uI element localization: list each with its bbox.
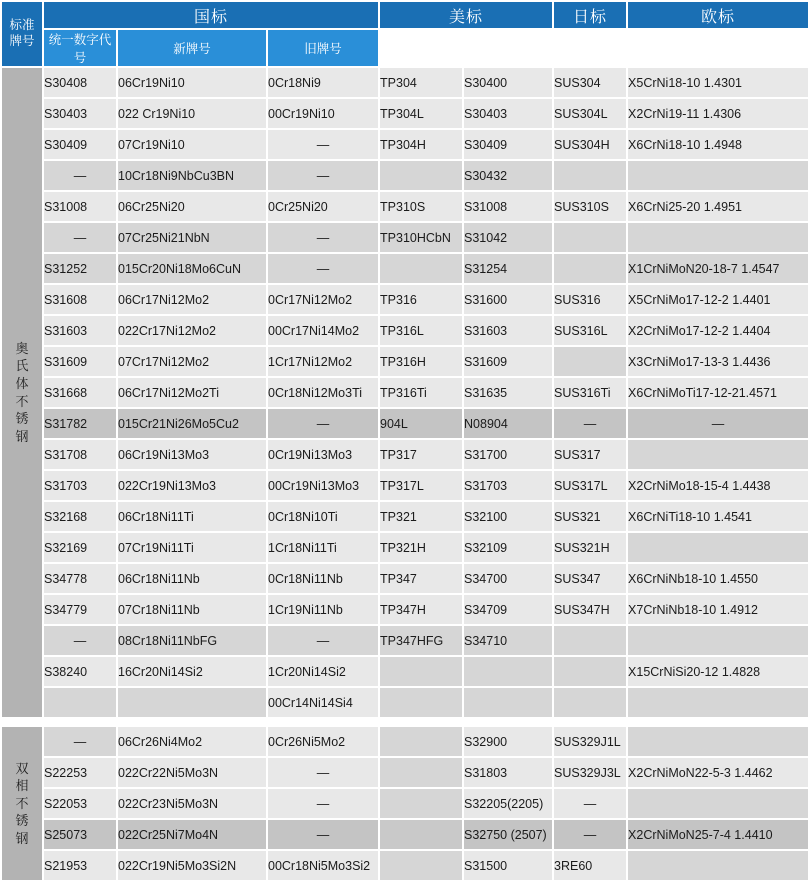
cell: S22253: [44, 758, 116, 787]
cell: [554, 161, 626, 190]
cell: S34710: [464, 626, 552, 655]
cell: X2CrNiMoN22-5-3 1.4462: [628, 758, 808, 787]
cell: S21953: [44, 851, 116, 880]
cell: S31603: [44, 316, 116, 345]
cell: S31803: [464, 758, 552, 787]
cell: S34779: [44, 595, 116, 624]
cell: [628, 727, 808, 756]
cell: S31703: [464, 471, 552, 500]
table-row: [2, 851, 808, 880]
cell: [380, 254, 462, 283]
header-sub-old-grade: 旧牌号: [268, 30, 378, 66]
cell: 0Cr25Ni20: [268, 192, 378, 221]
cell: X6CrNiMoTi17-12-21.4571: [628, 378, 808, 407]
cell: S31635: [464, 378, 552, 407]
cell: S32109: [464, 533, 552, 562]
cell: TP321: [380, 502, 462, 531]
cell: X6CrNiNb18-10 1.4550: [628, 564, 808, 593]
header-sub-new-grade: 新牌号: [118, 30, 266, 66]
cell: —: [268, 130, 378, 159]
cell: 06Cr26Ni4Mo2: [118, 727, 266, 756]
cell: TP316L: [380, 316, 462, 345]
cell: 06Cr25Ni20: [118, 192, 266, 221]
cell: S38240: [44, 657, 116, 686]
cell: [380, 820, 462, 849]
cell: TP347: [380, 564, 462, 593]
cell: TP304L: [380, 99, 462, 128]
cell: SUS329J3L: [554, 758, 626, 787]
cell: 06Cr17Ni12Mo2Ti: [118, 378, 266, 407]
header-corner-line2: 牌号: [9, 34, 35, 48]
cell: X1CrNiMoN20-18-7 1.4547: [628, 254, 808, 283]
table-row: [2, 789, 808, 818]
cell: 0Cr19Ni13Mo3: [268, 440, 378, 469]
cell: SUS329J1L: [554, 727, 626, 756]
cell: [380, 789, 462, 818]
cell: [554, 626, 626, 655]
category-austenitic-char-5: 钢: [15, 428, 29, 444]
cell: 0Cr17Ni12Mo2: [268, 285, 378, 314]
cell: 1Cr18Ni11Ti: [268, 533, 378, 562]
cell: SUS304H: [554, 130, 626, 159]
cell: 07Cr25Ni21NbN: [118, 223, 266, 252]
cell: [628, 789, 808, 818]
cell: S25073: [44, 820, 116, 849]
cell: TP347HFG: [380, 626, 462, 655]
cell: 06Cr18Ni11Ti: [118, 502, 266, 531]
cell: [380, 727, 462, 756]
cell: 16Cr20Ni14Si2: [118, 657, 266, 686]
cell: TP316H: [380, 347, 462, 376]
cell: —: [268, 409, 378, 438]
cell: —: [44, 626, 116, 655]
cell: 07Cr19Ni11Ti: [118, 533, 266, 562]
cell: S31609: [44, 347, 116, 376]
cell: 06Cr19Ni13Mo3: [118, 440, 266, 469]
cell: S31042: [464, 223, 552, 252]
cell: S31008: [44, 192, 116, 221]
cell: 00Cr19Ni10: [268, 99, 378, 128]
cell: 07Cr19Ni10: [118, 130, 266, 159]
header-group-en: 欧标: [628, 2, 808, 28]
cell: 00Cr17Ni14Mo2: [268, 316, 378, 345]
cell: S34778: [44, 564, 116, 593]
cell: SUS304: [554, 68, 626, 97]
cell: 06Cr19Ni10: [118, 68, 266, 97]
cell: —: [268, 820, 378, 849]
table-row: [2, 626, 808, 655]
cell: 10Cr18Ni9NbCu3BN: [118, 161, 266, 190]
table-row: [2, 161, 808, 190]
cell: X5CrNiMo17-12-2 1.4401: [628, 285, 808, 314]
cell: [628, 223, 808, 252]
category-duplex-char-2: 不: [15, 795, 29, 811]
cell: S31700: [464, 440, 552, 469]
cell: 00Cr18Ni5Mo3Si2: [268, 851, 378, 880]
cell: [628, 626, 808, 655]
category-austenitic-char-4: 锈: [15, 411, 29, 427]
cell: 3RE60: [554, 851, 626, 880]
table-row: [2, 595, 808, 624]
header-sub-unified-code: 统一数字代号: [44, 30, 116, 66]
cell: S30409: [44, 130, 116, 159]
cell: —: [44, 161, 116, 190]
header-spacer-astm-2: [464, 30, 552, 66]
category-duplex: [2, 727, 42, 880]
table-row: [2, 688, 808, 717]
category-duplex-char-1: 相: [15, 778, 29, 794]
cell: S30408: [44, 68, 116, 97]
header-group-gb: 国标: [44, 2, 378, 28]
cell: 00Cr19Ni13Mo3: [268, 471, 378, 500]
cell: S31703: [44, 471, 116, 500]
cell: X2CrNiMo17-12-2 1.4404: [628, 316, 808, 345]
header-group-astm: 美标: [380, 2, 552, 28]
cell: SUS317L: [554, 471, 626, 500]
cell: S32100: [464, 502, 552, 531]
cell: 022Cr22Ni5Mo3N: [118, 758, 266, 787]
table-row: [2, 471, 808, 500]
table-row: [2, 409, 808, 438]
cell: 0Cr18Ni9: [268, 68, 378, 97]
table-row: [2, 564, 808, 593]
cell: TP304: [380, 68, 462, 97]
cell: S31252: [44, 254, 116, 283]
table-row: [2, 440, 808, 469]
table-row: [2, 192, 808, 221]
cell: N08904: [464, 409, 552, 438]
table-row: [2, 533, 808, 562]
cell: SUS347H: [554, 595, 626, 624]
cell: —: [268, 223, 378, 252]
cell: S30409: [464, 130, 552, 159]
cell: S31500: [464, 851, 552, 880]
cell: [380, 688, 462, 717]
table-row: [2, 223, 808, 252]
section-separator: [2, 719, 808, 725]
table-row: [2, 758, 808, 787]
cell: X6CrNi25-20 1.4951: [628, 192, 808, 221]
header-spacer-astm-1: [380, 30, 462, 66]
cell: —: [44, 727, 116, 756]
cell: 022Cr19Ni13Mo3: [118, 471, 266, 500]
cell: S30400: [464, 68, 552, 97]
table-row: [2, 316, 808, 345]
cell: 022Cr23Ni5Mo3N: [118, 789, 266, 818]
cell: S32168: [44, 502, 116, 531]
category-austenitic-char-0: 奥: [15, 340, 29, 356]
cell: 1Cr19Ni11Nb: [268, 595, 378, 624]
table-row: [2, 254, 808, 283]
cell: 06Cr18Ni11Nb: [118, 564, 266, 593]
header-corner: [2, 2, 42, 66]
cell: X6CrNi18-10 1.4948: [628, 130, 808, 159]
cell: [628, 161, 808, 190]
cell: TP321H: [380, 533, 462, 562]
cell: TP310S: [380, 192, 462, 221]
cell: —: [44, 223, 116, 252]
cell: [380, 161, 462, 190]
header-spacer-jis: [554, 30, 626, 66]
table-row: [2, 130, 808, 159]
category-austenitic-char-1: 氏: [15, 358, 29, 374]
cell: —: [554, 789, 626, 818]
cell: TP347H: [380, 595, 462, 624]
cell: TP317L: [380, 471, 462, 500]
cell: TP316Ti: [380, 378, 462, 407]
cell: 07Cr17Ni12Mo2: [118, 347, 266, 376]
cell: —: [268, 758, 378, 787]
cell: X15CrNiSi20-12 1.4828: [628, 657, 808, 686]
cell: S31782: [44, 409, 116, 438]
cell: X7CrNiNb18-10 1.4912: [628, 595, 808, 624]
cell: —: [554, 820, 626, 849]
cell: S31668: [44, 378, 116, 407]
cell: SUS316Ti: [554, 378, 626, 407]
category-duplex-char-4: 钢: [15, 830, 29, 846]
table-row: [2, 657, 808, 686]
cell: 0Cr18Ni11Nb: [268, 564, 378, 593]
table-row: [2, 502, 808, 531]
cell: SUS310S: [554, 192, 626, 221]
cell: 1Cr17Ni12Mo2: [268, 347, 378, 376]
cell: [628, 533, 808, 562]
cell: [554, 223, 626, 252]
table-row: [2, 99, 808, 128]
cell: [554, 657, 626, 686]
cell: —: [268, 161, 378, 190]
cell: 0Cr18Ni10Ti: [268, 502, 378, 531]
cell: X5CrNi18-10 1.4301: [628, 68, 808, 97]
cell: 0Cr26Ni5Mo2: [268, 727, 378, 756]
cell: X3CrNiMo17-13-3 1.4436: [628, 347, 808, 376]
cell: [628, 688, 808, 717]
cell: 022Cr17Ni12Mo2: [118, 316, 266, 345]
cell: [118, 688, 266, 717]
cell: [380, 758, 462, 787]
cell: S32750 (2507): [464, 820, 552, 849]
cell: X2CrNi19-11 1.4306: [628, 99, 808, 128]
cell: —: [268, 626, 378, 655]
cell: —: [268, 789, 378, 818]
cell: S31254: [464, 254, 552, 283]
cell: 904L: [380, 409, 462, 438]
cell: —: [628, 409, 808, 438]
table-row: [2, 820, 808, 849]
cell: S31600: [464, 285, 552, 314]
cell: [380, 657, 462, 686]
cell: SUS321: [554, 502, 626, 531]
cell: 022Cr25Ni7Mo4N: [118, 820, 266, 849]
cell: TP310HCbN: [380, 223, 462, 252]
cell: S22053: [44, 789, 116, 818]
header-row-subcolumns: [2, 30, 808, 66]
cell: [554, 688, 626, 717]
cell: 07Cr18Ni11Nb: [118, 595, 266, 624]
category-duplex-char-0: 双: [15, 760, 29, 776]
cell: [464, 688, 552, 717]
cell: —: [268, 254, 378, 283]
header-corner-line1: 标准: [9, 18, 35, 33]
cell: 022 Cr19Ni10: [118, 99, 266, 128]
cell: S32900: [464, 727, 552, 756]
cell: [44, 688, 116, 717]
cell: S30403: [44, 99, 116, 128]
cell: S31603: [464, 316, 552, 345]
cell: S34709: [464, 595, 552, 624]
cell: 015Cr21Ni26Mo5Cu2: [118, 409, 266, 438]
header-row-groups: [2, 2, 808, 28]
cell: [628, 851, 808, 880]
cell: S31708: [44, 440, 116, 469]
cell: S34700: [464, 564, 552, 593]
category-austenitic: [2, 68, 42, 717]
cell: 1Cr20Ni14Si2: [268, 657, 378, 686]
cell: SUS347: [554, 564, 626, 593]
table-row: [2, 378, 808, 407]
cell: SUS317: [554, 440, 626, 469]
cell: 08Cr18Ni11NbFG: [118, 626, 266, 655]
cell: S31608: [44, 285, 116, 314]
cell: SUS304L: [554, 99, 626, 128]
cell: TP304H: [380, 130, 462, 159]
cell: 015Cr20Ni18Mo6CuN: [118, 254, 266, 283]
cell: S31008: [464, 192, 552, 221]
cell: [554, 254, 626, 283]
cell: S30403: [464, 99, 552, 128]
table-row: [2, 727, 808, 756]
cell: S30432: [464, 161, 552, 190]
cell: [554, 347, 626, 376]
cell: S32205(2205): [464, 789, 552, 818]
header-spacer-en: [628, 30, 808, 66]
cell: 06Cr17Ni12Mo2: [118, 285, 266, 314]
category-austenitic-char-3: 不: [15, 393, 29, 409]
cell: X6CrNiTi18-10 1.4541: [628, 502, 808, 531]
cell: [380, 851, 462, 880]
cell: 0Cr18Ni12Mo3Ti: [268, 378, 378, 407]
header-group-jis: 日标: [554, 2, 626, 28]
cell: [464, 657, 552, 686]
cell: 022Cr19Ni5Mo3Si2N: [118, 851, 266, 880]
cell: SUS321H: [554, 533, 626, 562]
cell: SUS316L: [554, 316, 626, 345]
cell: S32169: [44, 533, 116, 562]
table-row: [2, 285, 808, 314]
cell: TP317: [380, 440, 462, 469]
category-duplex-char-3: 锈: [15, 813, 29, 829]
cell: [628, 440, 808, 469]
cell: X2CrNiMo18-15-4 1.4438: [628, 471, 808, 500]
table-row: [2, 347, 808, 376]
cell: TP316: [380, 285, 462, 314]
table-row: [2, 68, 808, 97]
cell: 00Cr14Ni14Si4: [268, 688, 378, 717]
cell: S31609: [464, 347, 552, 376]
category-austenitic-char-2: 体: [15, 375, 29, 391]
cell: —: [554, 409, 626, 438]
cell: SUS316: [554, 285, 626, 314]
cell: X2CrNiMoN25-7-4 1.4410: [628, 820, 808, 849]
